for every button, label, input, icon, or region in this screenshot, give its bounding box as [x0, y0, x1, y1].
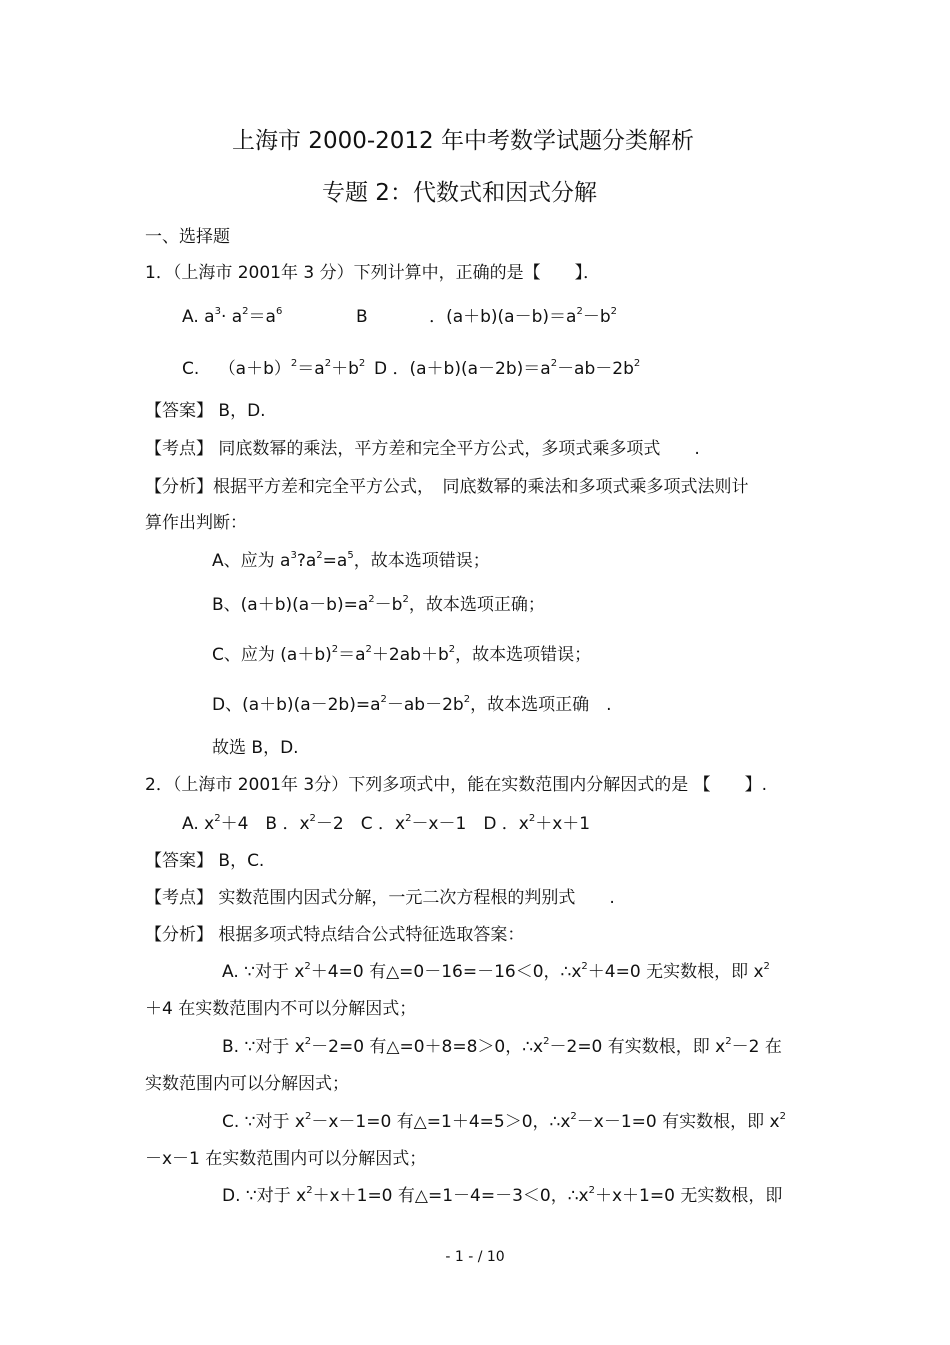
q1-stem: 1．（上海市 2001年 3 分）下列计算中，正确的是【 】． [145, 263, 601, 283]
q2-analysis-b-cont: 实数范围内可以分解因式； [145, 1074, 349, 1094]
q1-analysis: 【分析】根据平方差和完全平方公式， 同底数幂的乘法和多项式乘多项式法则计 [145, 477, 749, 497]
q1-choice: 故选 B，D. [212, 738, 299, 758]
q1-analysis-b: B、$(a+b)(a-b)=a^2-b^2$，故本选项正确； [212, 594, 545, 615]
q1-analysis-cont: 算作出判断： [145, 513, 247, 533]
page-number: - 1 - / 10 [445, 1249, 505, 1265]
q1-answer: 【答案】 B，D. [145, 401, 266, 421]
q1-option-d: D ．$(a+b)(a-2b)=a^2-ab-2b^2$ [374, 358, 641, 379]
q2-analysis-d: D. ∵对于 $x^2+x+1=0$ 有△=1－4=－3＜0，$\therefore x^2+x+1=0$ 无实数根，即 [222, 1185, 783, 1206]
q2-analysis-c-cont: －x－1 在实数范围内可以分解因式； [145, 1149, 427, 1169]
section-heading: 一、选择题 [145, 227, 230, 247]
q1-analysis-c: C、应为 $(a+b)^2=a^2+2ab+b^2$，故本选项错误； [212, 644, 592, 665]
q2-analysis-a-cont: ＋4 在实数范围内不可以分解因式； [145, 999, 417, 1019]
q2-analysis: 【分析】 根据多项式特点结合公式特征选取答案： [145, 925, 525, 945]
q1-option-b: B ．$(a+b)(a-b)=a^2-b^2$ [356, 306, 617, 327]
q1-topic: 【考点】 同底数幂的乘法，平方差和完全平方公式，多项式乘多项式 . [145, 439, 700, 459]
q1-analysis-d: D、$(a+b)(a-2b)=a^2-ab-2b^2$，故本选项正确 . [212, 694, 612, 715]
q2-analysis-a: A. ∵对于 $x^2+4=0$ 有△=0－16=－16＜0，$\therefore x^2+4=0$ 无实数根，即 $x^2$ [222, 961, 770, 982]
q1-option-a: A. $a^3\cdot a^2=a^6$ [182, 306, 283, 327]
q1-option-c: C. $(a+b)^2=a^2+b^2$ [182, 358, 366, 379]
q2-analysis-c: C. ∵对于 $x^2-x-1=0$ 有△=1＋4=5＞0，$\therefore x^2-x-1=0$ 有实数根，即 $x^2$ [222, 1111, 786, 1132]
document-title: 上海市 2000-2012 年中考数学试题分类解析 [232, 128, 694, 154]
q2-stem: 2．（上海市 2001年 3分）下列多项式中，能在实数范围内分解因式的是 【 】. [145, 775, 768, 795]
q2-analysis-b: B. ∵对于 $x^2-2=0$ 有△=0＋8=8＞0，$\therefore x^2-2=0$ 有实数根，即 $x^2-2$ 在 [222, 1036, 782, 1057]
q2-topic: 【考点】 实数范围内因式分解，一元二次方程根的判别式 . [145, 888, 615, 908]
q2-answer: 【答案】 B，C. [145, 851, 265, 871]
document-subtitle: 专题 2：代数式和因式分解 [322, 180, 597, 206]
q1-analysis-a: A、应为 $a^3?a^2=a^5$，故本选项错误； [212, 550, 490, 571]
q2-options: A. $x^2+4$ B ．$x^2-2$ C ．$x^2-x-1$ D ．$x^2+x+1$ [182, 813, 591, 834]
